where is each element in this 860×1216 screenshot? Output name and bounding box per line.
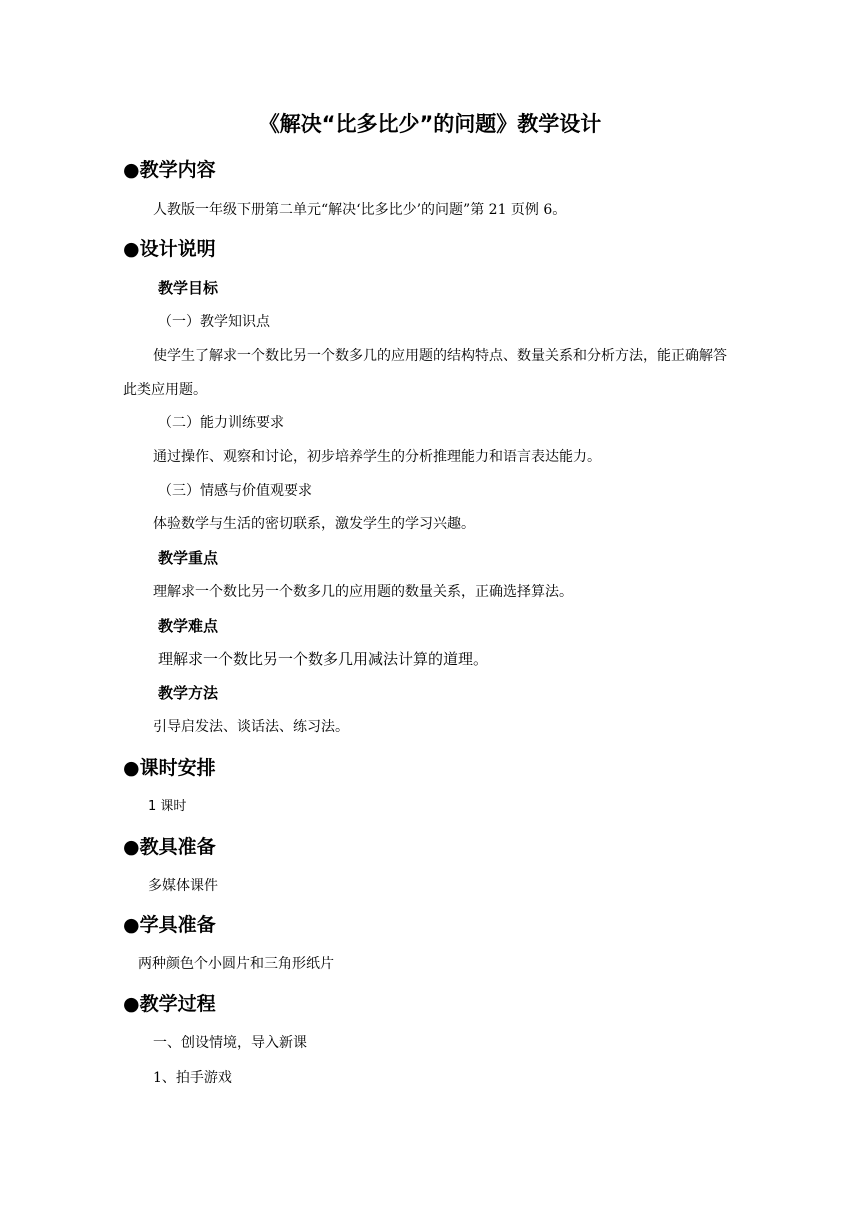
goal-knowledge-label: （一）教学知识点 xyxy=(158,314,270,330)
heading-teaching-tools: ●教具准备 xyxy=(123,836,216,858)
teaching-tools-text: 多媒体课件 xyxy=(148,878,218,894)
heading-content: ●教学内容 xyxy=(123,159,216,181)
schedule-text: 1 课时 xyxy=(148,799,187,814)
document-title: 《解决“比多比少”的问题》教学设计 xyxy=(258,112,602,136)
difficulties-text: 理解求一个数比另一个数多几用减法计算的道理。 xyxy=(158,650,489,668)
learning-tools-text: 两种颜色个小圆片和三角形纸片 xyxy=(138,956,334,972)
subheading-goals: 教学目标 xyxy=(158,279,219,297)
process-step-1: 一、创设情境，导入新课 xyxy=(153,1035,307,1051)
goal-ability-label: （二）能力训练要求 xyxy=(158,415,284,431)
subheading-methods: 教学方法 xyxy=(158,684,219,702)
subheading-difficulties: 教学难点 xyxy=(158,617,219,635)
goal-ability-text: 通过操作、观察和讨论，初步培养学生的分析推理能力和语言表达能力。 xyxy=(153,449,601,465)
heading-schedule: ●课时安排 xyxy=(123,757,216,779)
heading-learning-tools: ●学具准备 xyxy=(123,914,216,936)
goal-emotion-text: 体验数学与生活的密切联系，激发学生的学习兴趣。 xyxy=(153,516,475,532)
methods-text: 引导启发法、谈话法、练习法。 xyxy=(153,719,349,735)
heading-process: ●教学过程 xyxy=(123,993,216,1015)
process-step-1-1: 1、拍手游戏 xyxy=(153,1070,232,1086)
key-points-text: 理解求一个数比另一个数多几的应用题的数量关系，正确选择算法。 xyxy=(153,584,573,600)
goal-knowledge-text-line2: 此类应用题。 xyxy=(123,382,207,398)
content-text: 人教版一年级下册第二单元“解决‘比多比少’的问题”第 21 页例 6。 xyxy=(153,202,567,218)
heading-design: ●设计说明 xyxy=(123,238,216,260)
goal-emotion-label: （三）情感与价值观要求 xyxy=(158,483,312,499)
subheading-key-points: 教学重点 xyxy=(158,549,219,567)
goal-knowledge-text-line1: 使学生了解求一个数比另一个数多几的应用题的结构特点、数量关系和分析方法，能正确解答 xyxy=(153,348,727,364)
